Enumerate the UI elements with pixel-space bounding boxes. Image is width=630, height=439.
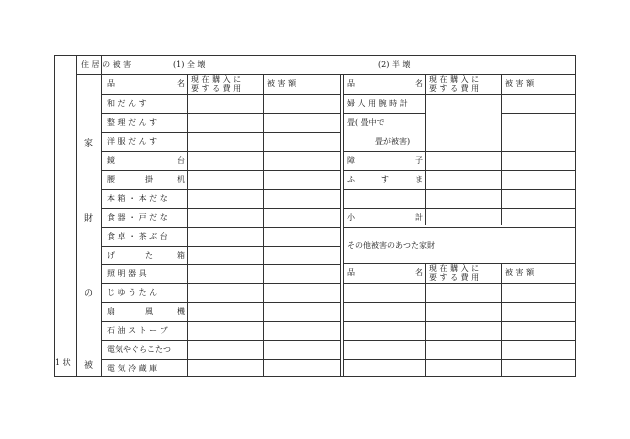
left-row-label-b: 風 [145,307,153,316]
right-row-label: 畳が被害) [375,137,411,146]
side-label-col1: 1 状 [55,358,71,367]
col-item-header: 品 [347,79,355,88]
divider [76,74,575,75]
col-damage2-header: 被 害 額 [505,268,535,277]
right-row-label-a: 小 [347,213,355,222]
damage-form [54,55,576,377]
divider [101,56,102,376]
divider [263,74,264,376]
left-row-label: 照 明 器 具 [107,269,147,278]
col-cost2-header: 要 す る 費 用 [429,273,480,282]
left-row-label: 石 油 ス ト ー ブ [107,326,168,335]
left-row-label-a: 腰 [107,175,115,184]
left-row-label-b: 台 [177,156,185,165]
left-row-label: じ ゆ う た ん [107,288,158,297]
side-char: 財 [84,214,94,224]
col-cost-header: 要 す る 費 用 [191,84,242,93]
left-row-label: 洋 服 だ ん す [107,137,158,146]
left-row-label: 和 だ ん す [107,99,147,108]
col-cost-header: 現 在 購 入 に [429,75,480,84]
col-damage-header: 被 害 額 [505,79,535,88]
divider [501,74,502,225]
left-row-label-c: 机 [177,175,185,184]
col-item-header-end: 名 [177,79,185,88]
col-cost2-header: 現 在 購 入 に [429,264,480,273]
half-destruction-label: (2) 半 壊 [378,60,411,69]
right-row-label-a: ふ [347,175,355,184]
divider [187,74,188,376]
left-row-label-b: 掛 [145,175,153,184]
side-char: の [84,289,94,299]
left-row-label-a: 扇 [107,307,115,316]
divider [340,74,341,376]
col-cost-header: 要 す る 費 用 [429,84,480,93]
col-item-header-end: 名 [415,79,423,88]
left-row-label-c: 機 [177,307,185,316]
side-char: 被 [84,361,94,371]
right-row-label-b: 子 [415,156,423,165]
housing-damage-label: 住 居 の 被 害 [81,60,132,69]
left-row-label-a: 鏡 [107,156,115,165]
right-row-label-b: 計 [415,213,423,222]
left-row-label: 整 理 だ ん す [107,118,158,127]
left-row-label: 食 器 ・ 戸 だ な [107,213,168,222]
right-row-label: 婦 人 用 腕 時 計 [347,99,408,108]
left-row-label: 電 気 冷 蔵 庫 [107,364,158,373]
col-item-header: 品 [107,79,115,88]
divider [76,56,77,376]
full-destruction-label: (1) 全 壊 [173,60,206,69]
left-row-label: 食 卓 ・ 茶 ぶ 台 [107,232,168,241]
other-damage-title: その他被害のあつた家財 [347,241,435,250]
right-row-label-b: す [381,175,389,184]
left-row-label-b: た [145,251,153,260]
col-damage-header: 被 害 額 [267,79,297,88]
right-row-label: 畳( 畳中で [347,118,385,127]
side-char: 家 [84,139,94,149]
col-item2-header: 品 [347,268,355,277]
left-row-label: 電気やぐらこたつ [107,345,171,354]
left-row-label: 本 箱 ・ 本 だ な [107,194,168,203]
left-row-label-a: げ [107,251,115,260]
left-row-label-c: 箱 [177,251,185,260]
right-row-label-c: ま [415,175,423,184]
col-cost-header: 現 在 購 入 に [191,75,242,84]
right-row-label-a: 障 [347,156,355,165]
col-item2-header-end: 名 [415,268,423,277]
divider [343,74,344,376]
divider [425,74,426,225]
